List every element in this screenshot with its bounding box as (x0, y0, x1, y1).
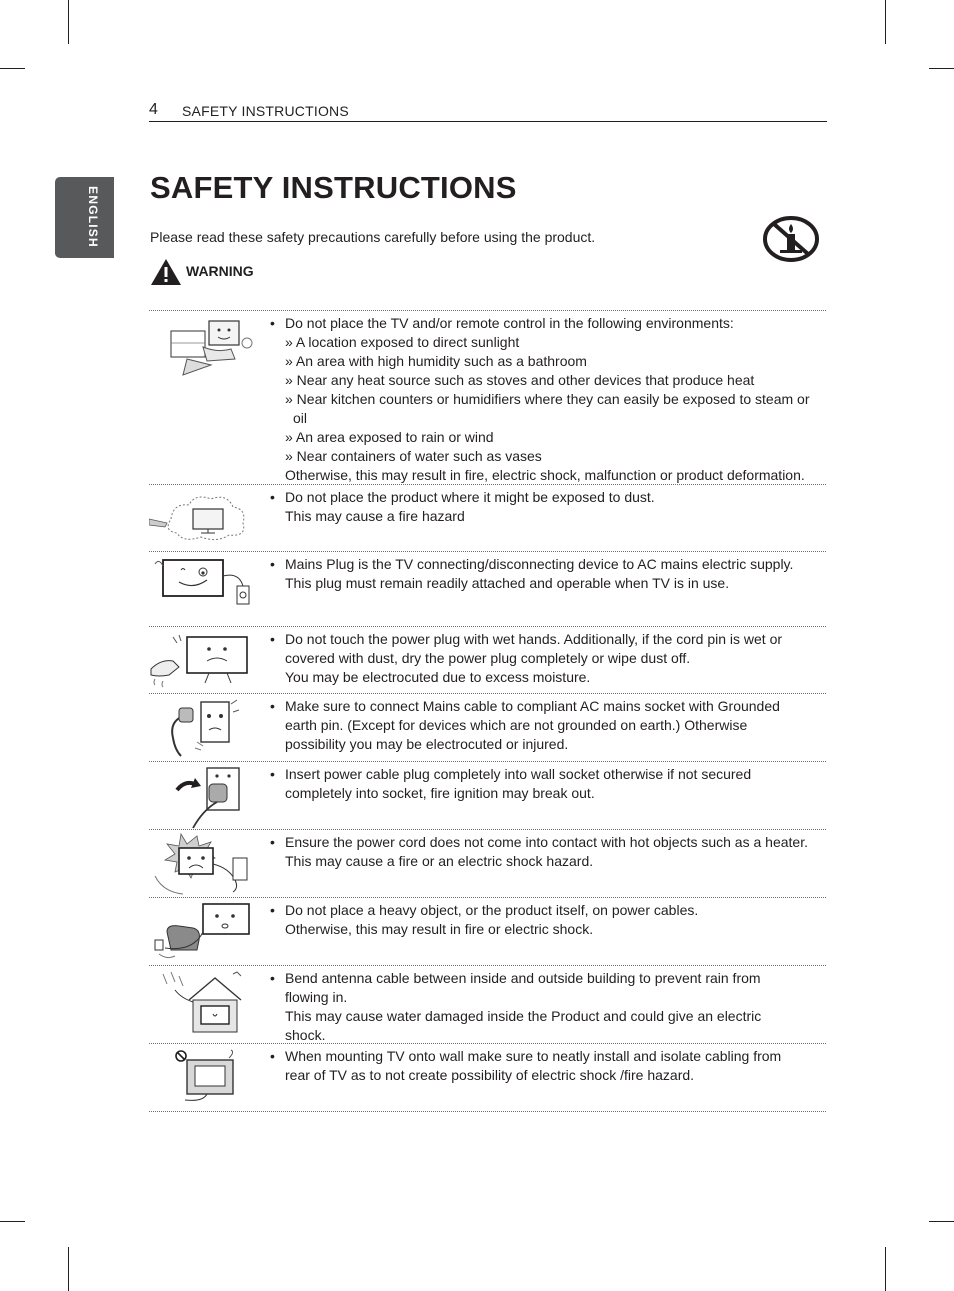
bullet: • (270, 489, 275, 505)
bullet: • (270, 834, 275, 850)
wall-mount-cabling-illustration (173, 1048, 273, 1110)
instruction-row (149, 694, 826, 762)
intro-text: Please read these safety precautions carefully before using the product. (150, 229, 596, 245)
crop-mark (0, 68, 25, 69)
instruction-text: Bend antenna cable between inside and outside building to prevent rain from flowing in. This may cause water damaged inside the Product and could give an electric shock. (285, 970, 762, 1043)
language-tab (55, 177, 114, 258)
crop-mark (929, 68, 954, 69)
heavy-object-cable-illustration (153, 902, 257, 964)
page-title: SAFETY INSTRUCTIONS (150, 170, 517, 205)
page-number: 4 (149, 101, 158, 118)
instruction-text: Do not place the TV and/or remote control in the following environments: » A location exposed to direct sunlight » An area with high humidity such as a bathroom » Near any heat source such as stoves and other devices that produce heat » Near kitchen counters or humidifiers where they can easily be exposed to steam or oil » An area exposed to rain or wind » Near containers of water such as vases Otherwise, this may result in fire, electric shock, malfunction or product deformation. (285, 315, 810, 483)
warning-label: WARNING (186, 263, 254, 279)
instruction-row (149, 627, 826, 694)
insert-plug-illustration (159, 766, 259, 830)
language-tab-label: ENGLISH (86, 186, 100, 248)
bullet: • (270, 902, 275, 918)
bullet: • (270, 698, 275, 714)
no-candle-icon (762, 214, 820, 264)
instruction-row (149, 762, 826, 830)
grounded-socket-illustration (159, 698, 259, 760)
instruction-text: Insert power cable plug completely into wall socket otherwise if not secured completely into socket, fire ignition may break out. (285, 766, 752, 801)
bullet: • (270, 315, 275, 331)
bullet: • (270, 1048, 275, 1064)
bullet: • (270, 766, 275, 782)
warning-triangle-icon (150, 258, 182, 286)
instruction-row (149, 552, 826, 627)
wet-hands-plug-illustration (149, 631, 259, 691)
bullet: • (270, 970, 275, 986)
instruction-text: Do not touch the power plug with wet hands. Additionally, if the cord pin is wet or covered with dust, dry the power plug completely or wipe dust off. You may be electrocuted due to excess moisture. (285, 631, 783, 685)
crop-mark (885, 0, 886, 44)
instruction-row (149, 485, 826, 552)
instruction-row (149, 966, 826, 1044)
instruction-text: Make sure to connect Mains cable to compliant AC mains socket with Grounded earth pin. (Except for devices which are not grounded on earth.) Otherwise possibility you may be electrocuted or injured. (285, 698, 780, 752)
crop-mark (929, 1221, 954, 1222)
crop-mark (885, 1247, 886, 1291)
instruction-text: When mounting TV onto wall make sure to neatly install and isolate cabling from rear of TV as to not create possibility of electric shock /fire hazard. (285, 1048, 782, 1083)
bullet: • (270, 556, 275, 572)
tv-mains-plug-illustration (151, 556, 259, 612)
instruction-text: Mains Plug is the TV connecting/disconnecting device to AC mains electric supply. This plug must remain readily attached and operable when TV is in use. (285, 556, 794, 591)
running-header: SAFETY INSTRUCTIONS (182, 103, 349, 119)
tv-dust-illustration (149, 489, 259, 545)
crop-mark (68, 0, 69, 44)
instruction-row (149, 898, 826, 966)
tv-environment-illustration (163, 315, 263, 379)
heater-cord-illustration (153, 832, 257, 896)
instruction-row (149, 830, 826, 898)
antenna-cable-illustration (155, 970, 259, 1036)
instruction-row (149, 311, 826, 485)
instruction-text: Do not place a heavy object, or the product itself, on power cables. Otherwise, this may result in fire or electric shock. (285, 902, 699, 937)
instruction-list (149, 310, 826, 1112)
crop-mark (68, 1247, 69, 1291)
header-rule (149, 121, 827, 122)
bullet: • (270, 631, 275, 647)
instruction-text: Do not place the product where it might be exposed to dust. This may cause a fire hazard (285, 489, 655, 524)
instruction-text: Ensure the power cord does not come into contact with hot objects such as a heater. This may cause a fire or an electric shock hazard. (285, 834, 808, 869)
crop-mark (0, 1221, 25, 1222)
instruction-row (149, 1044, 826, 1112)
